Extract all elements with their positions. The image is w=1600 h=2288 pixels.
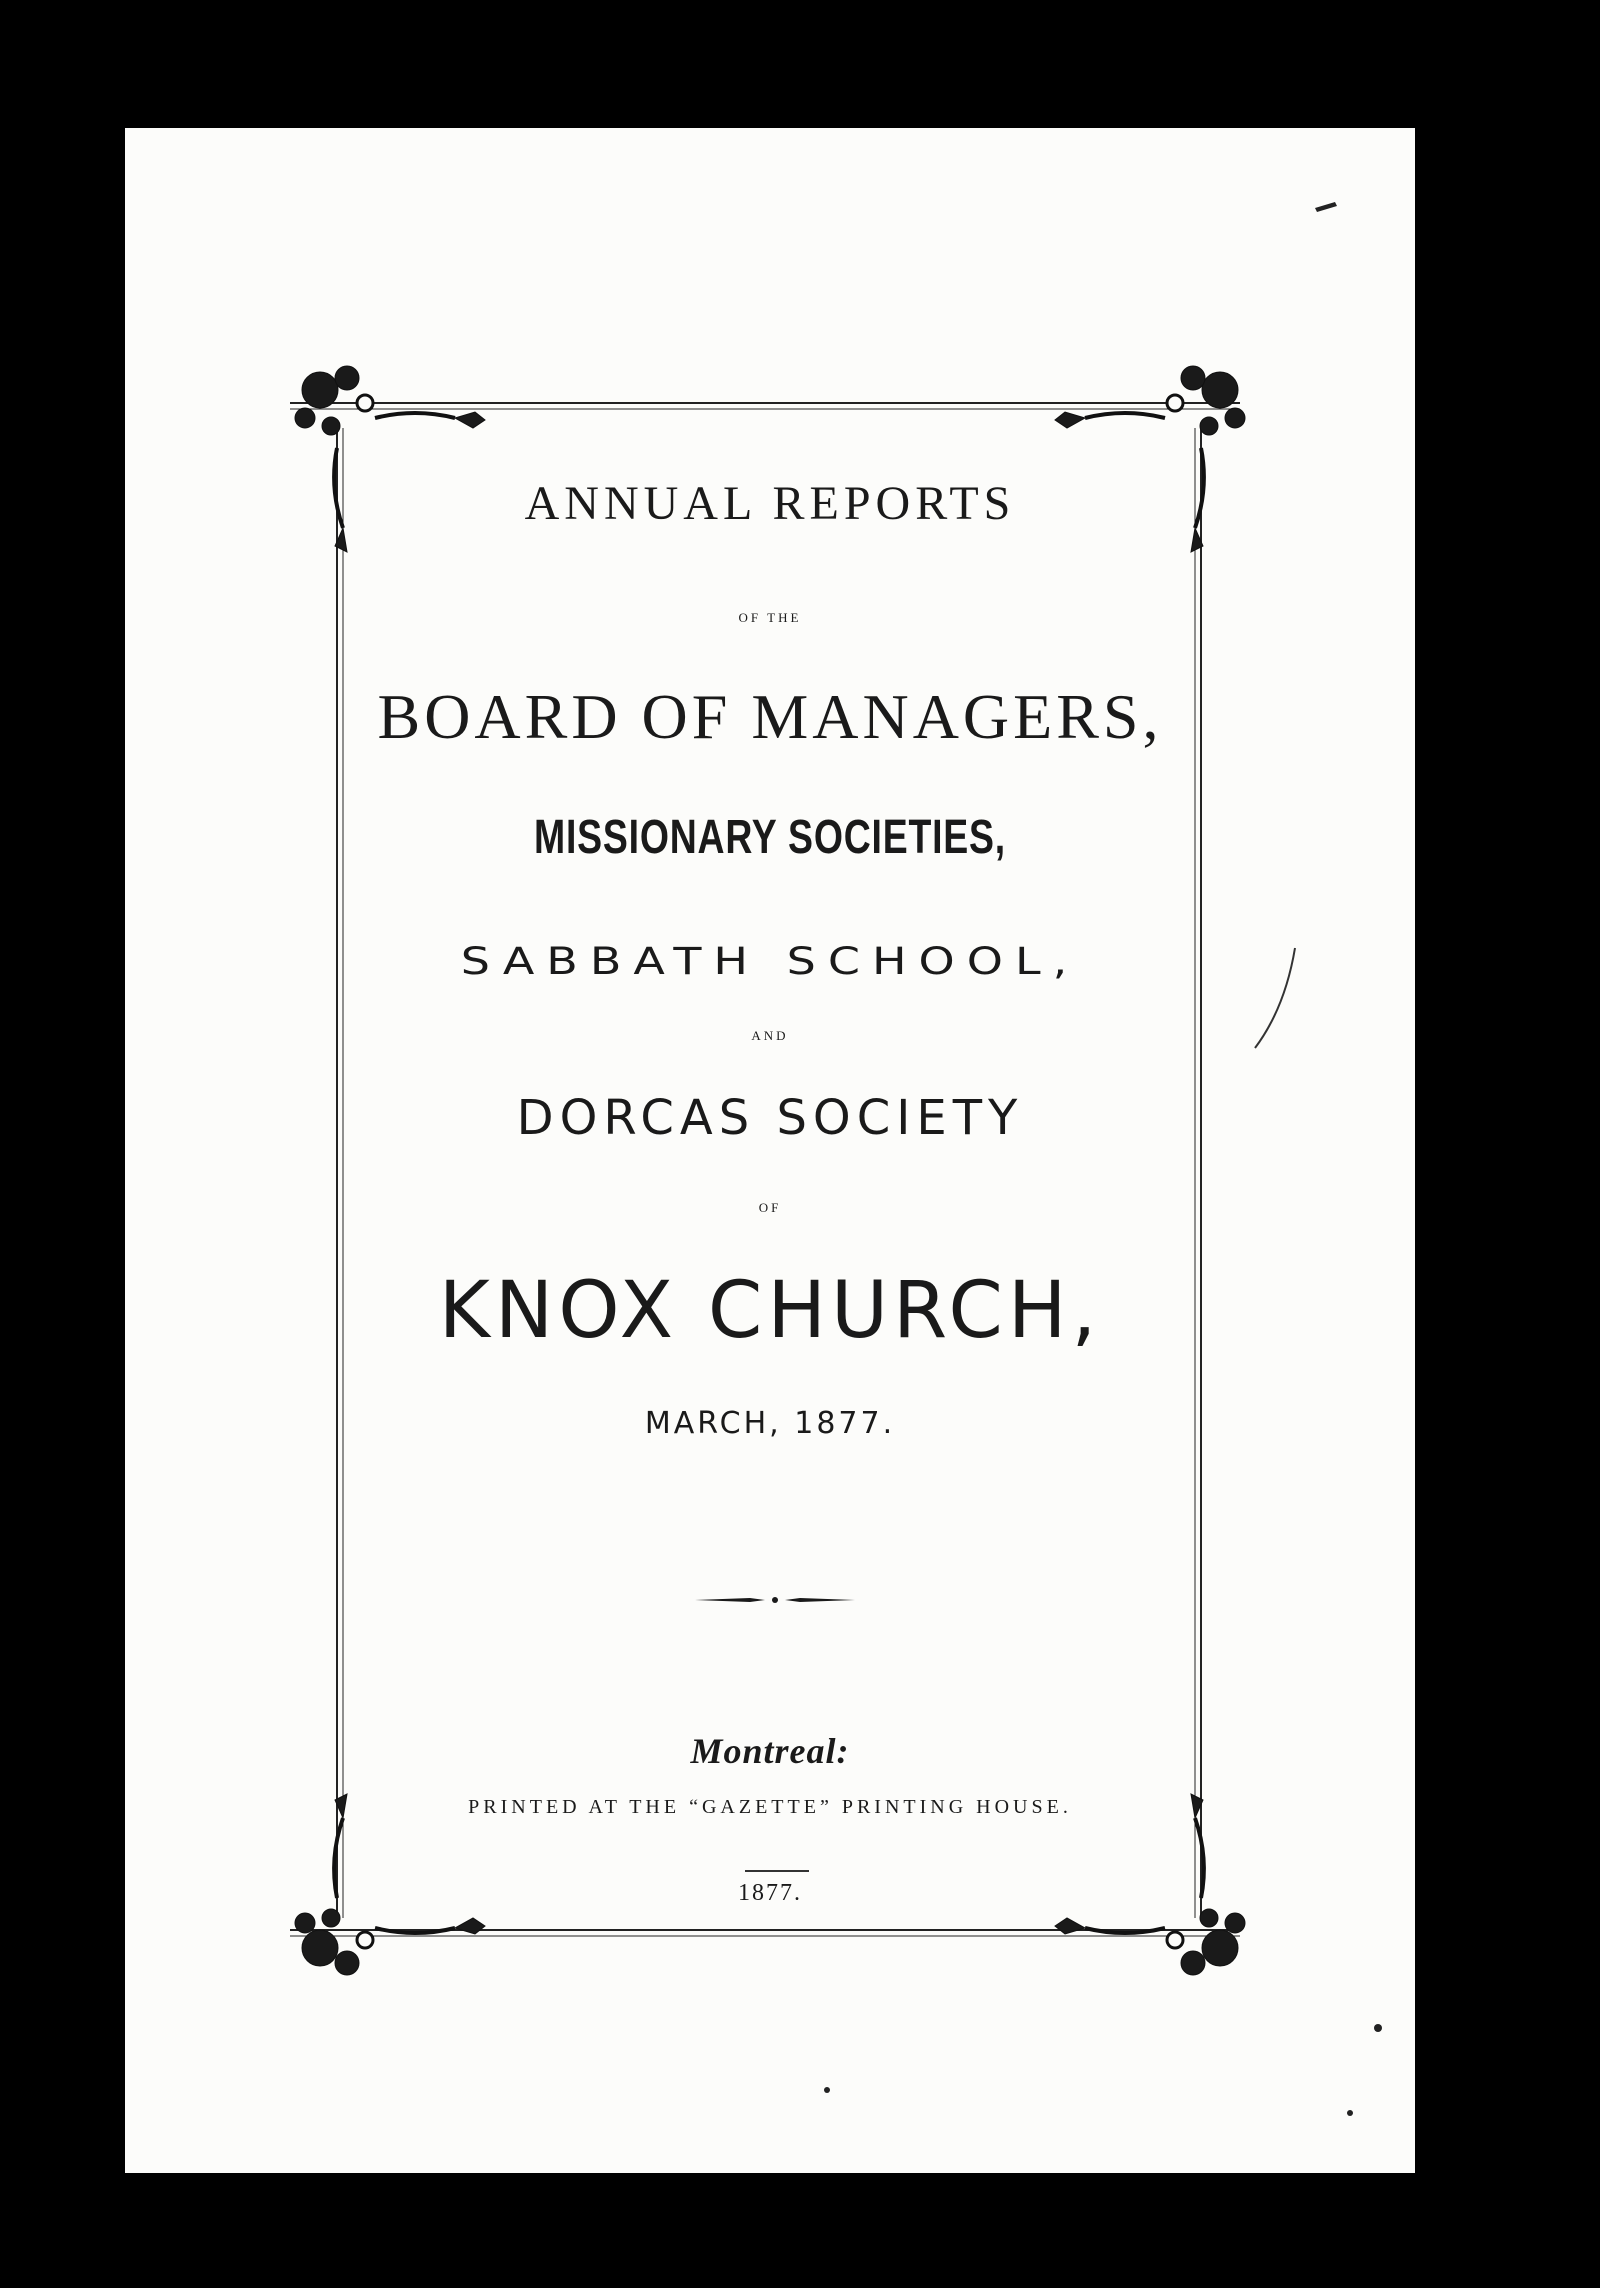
imprint-city: Montreal: <box>690 1731 850 1771</box>
title-missionary-societies: MISSIONARY SOCIETIES, <box>534 811 1006 864</box>
document-page <box>125 128 1415 2173</box>
title-page-text <box>125 128 1415 2173</box>
imprint-printer: PRINTED AT THE “GAZETTE” PRINTING HOUSE. <box>468 1796 1072 1818</box>
title-board-of-managers: BOARD OF MANAGERS, <box>377 681 1163 752</box>
connector-and: AND <box>751 1028 789 1043</box>
title-knox-church: KNOX CHURCH, <box>438 1266 1102 1356</box>
date-line: MARCH, 1877. <box>644 1406 896 1441</box>
imprint-year: 1877. <box>738 1880 802 1906</box>
connector-of: OF <box>758 1200 782 1215</box>
title-dorcas-society: DORCAS SOCIETY <box>516 1090 1024 1146</box>
title-sabbath-school: SABBATH SCHOOL, <box>460 938 1080 984</box>
connector-of-the: OF THE <box>738 610 802 625</box>
title-annual-reports: ANNUAL REPORTS <box>524 477 1016 530</box>
divider-ornament <box>690 1590 860 1610</box>
imprint-rule <box>745 1870 809 1872</box>
